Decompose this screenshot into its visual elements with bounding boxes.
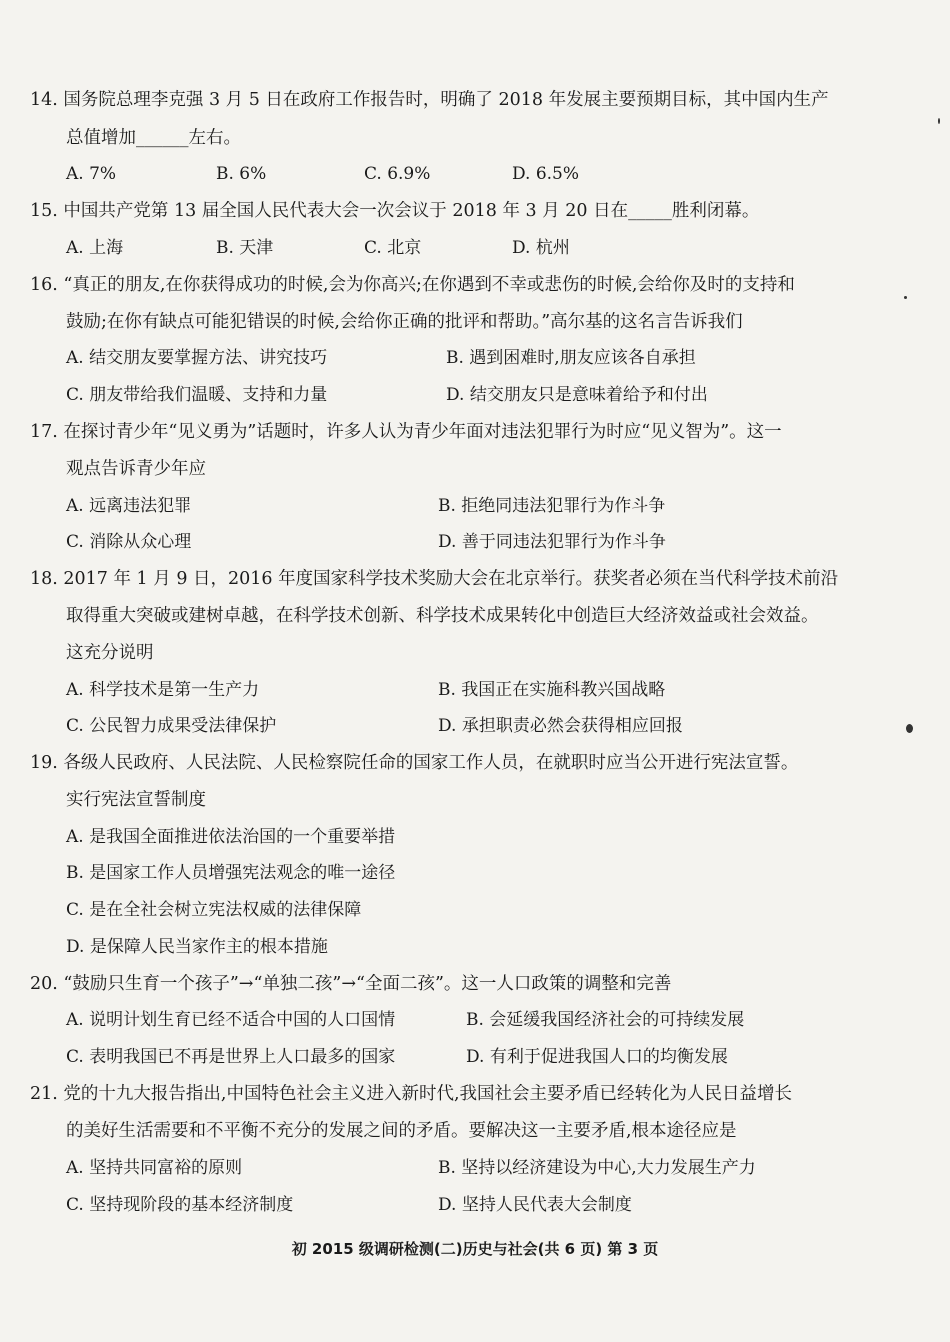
question-21-option-a: A. 坚持共同富裕的原则 [66,1158,243,1178]
question-16-option-d: D. 结交朋友只是意味着给予和付出 [446,385,708,405]
question-18-option-d: D. 承担职责必然会获得相应回报 [438,716,683,736]
question-14-stem-line-2: 总值增加______左右。 [66,128,241,148]
question-14-option-c: C. 6.9% [364,164,431,184]
question-18-option-c: C. 公民智力成果受法律保护 [66,716,277,736]
question-15-option-a: A. 上海 [66,238,124,258]
question-21-stem-line-2: 的美好生活需要和不平衡不充分的发展之间的矛盾。要解决这一主要矛盾,根本途径应是 [66,1121,737,1141]
question-18-stem-line-1: 18. 2017 年 1 月 9 日，2016 年度国家科学技术奖励大会在北京举行。获奖者必须在当代科学技术前沿 [30,569,839,589]
question-19-option-c: C. 是在全社会树立宪法权威的法律保障 [66,900,362,920]
question-21-stem-line-1: 21. 党的十九大报告指出,中国特色社会主义进入新时代,我国社会主要矛盾已经转化为人民日益增长 [30,1084,793,1104]
question-14-stem-line-1: 14. 国务院总理李克强 3 月 5 日在政府工作报告时，明确了 2018 年发展主要预期目标，其中国内生产 [30,90,829,110]
question-16-option-a: A. 结交朋友要掌握方法、讲究技巧 [66,348,328,368]
question-21-option-c: C. 坚持现阶段的基本经济制度 [66,1195,294,1215]
question-14-option-a: A. 7% [66,164,117,184]
question-19-stem-line-2: 实行宪法宣誓制度 [66,790,206,810]
scan-speck [938,118,940,124]
question-16-option-b: B. 遇到困难时,朋友应该各自承担 [446,348,696,368]
question-15-stem-line-1: 15. 中国共产党第 13 届全国人民代表大会一次会议于 2018 年 3 月 20 日在_____胜利闭幕。 [30,201,760,221]
scan-speck [904,296,907,299]
question-21-option-d: D. 坚持人民代表大会制度 [438,1195,632,1215]
question-20-option-c: C. 表明我国已不再是世界上人口最多的国家 [66,1047,396,1067]
question-14-option-b: B. 6% [216,164,267,184]
question-20-option-d: D. 有利于促进我国人口的均衡发展 [466,1047,728,1067]
question-19-option-a: A. 是我国全面推进依法治国的一个重要举措 [66,827,396,847]
question-16-option-c: C. 朋友带给我们温暖、支持和力量 [66,385,328,405]
question-15-option-d: D. 杭州 [512,238,570,258]
question-21-option-b: B. 坚持以经济建设为中心,大力发展生产力 [438,1158,756,1178]
question-18-stem-line-2: 取得重大突破或建树卓越，在科学技术创新、科学技术成果转化中创造巨大经济效益或社会效益。 [66,606,819,626]
question-16-stem-line-2: 鼓励;在你有缺点可能犯错误的时候,会给你正确的批评和帮助。”高尔基的这名言告诉我们 [66,312,743,332]
question-17-option-d: D. 善于同违法犯罪行为作斗争 [438,532,666,552]
question-15-option-b: B. 天津 [216,238,274,258]
question-19-option-d: D. 是保障人民当家作主的根本措施 [66,937,328,957]
question-18-option-b: B. 我国正在实施科教兴国战略 [438,680,666,700]
question-17-option-a: A. 远离违法犯罪 [66,496,192,516]
question-19-stem-line-1: 19. 各级人民政府、人民法院、人民检察院任命的国家工作人员，在就职时应当公开进行宪法宣誓。 [30,753,799,773]
question-18-option-a: A. 科学技术是第一生产力 [66,680,260,700]
question-20-option-b: B. 会延缓我国经济社会的可持续发展 [466,1010,745,1030]
scan-speck [906,724,913,733]
question-14-option-d: D. 6.5% [512,164,580,184]
question-17-stem-line-2: 观点告诉青少年应 [66,459,206,479]
question-15-option-c: C. 北京 [364,238,422,258]
question-18-stem-line-3: 这充分说明 [66,643,154,663]
page-footer: 初 2015 级调研检测(二)历史与社会(共 6 页) 第 3 页 [291,1240,659,1258]
question-17-option-b: B. 拒绝同违法犯罪行为作斗争 [438,496,666,516]
question-16-stem-line-1: 16. “真正的朋友,在你获得成功的时候,会为你高兴;在你遇到不幸或悲伤的时候,会给你及时的支持和 [30,275,795,295]
question-19-option-b: B. 是国家工作人员增强宪法观念的唯一途径 [66,863,396,883]
question-20-stem-line-1: 20. “鼓励只生育一个孩子”→“单独二孩”→“全面二孩”。这一人口政策的调整和完善 [30,974,672,994]
question-20-option-a: A. 说明计划生育已经不适合中国的人口国情 [66,1010,396,1030]
question-17-stem-line-1: 17. 在探讨青少年“见义勇为”话题时，许多人认为青少年面对违法犯罪行为时应“见义智为”。这一 [30,422,782,442]
question-17-option-c: C. 消除从众心理 [66,532,192,552]
